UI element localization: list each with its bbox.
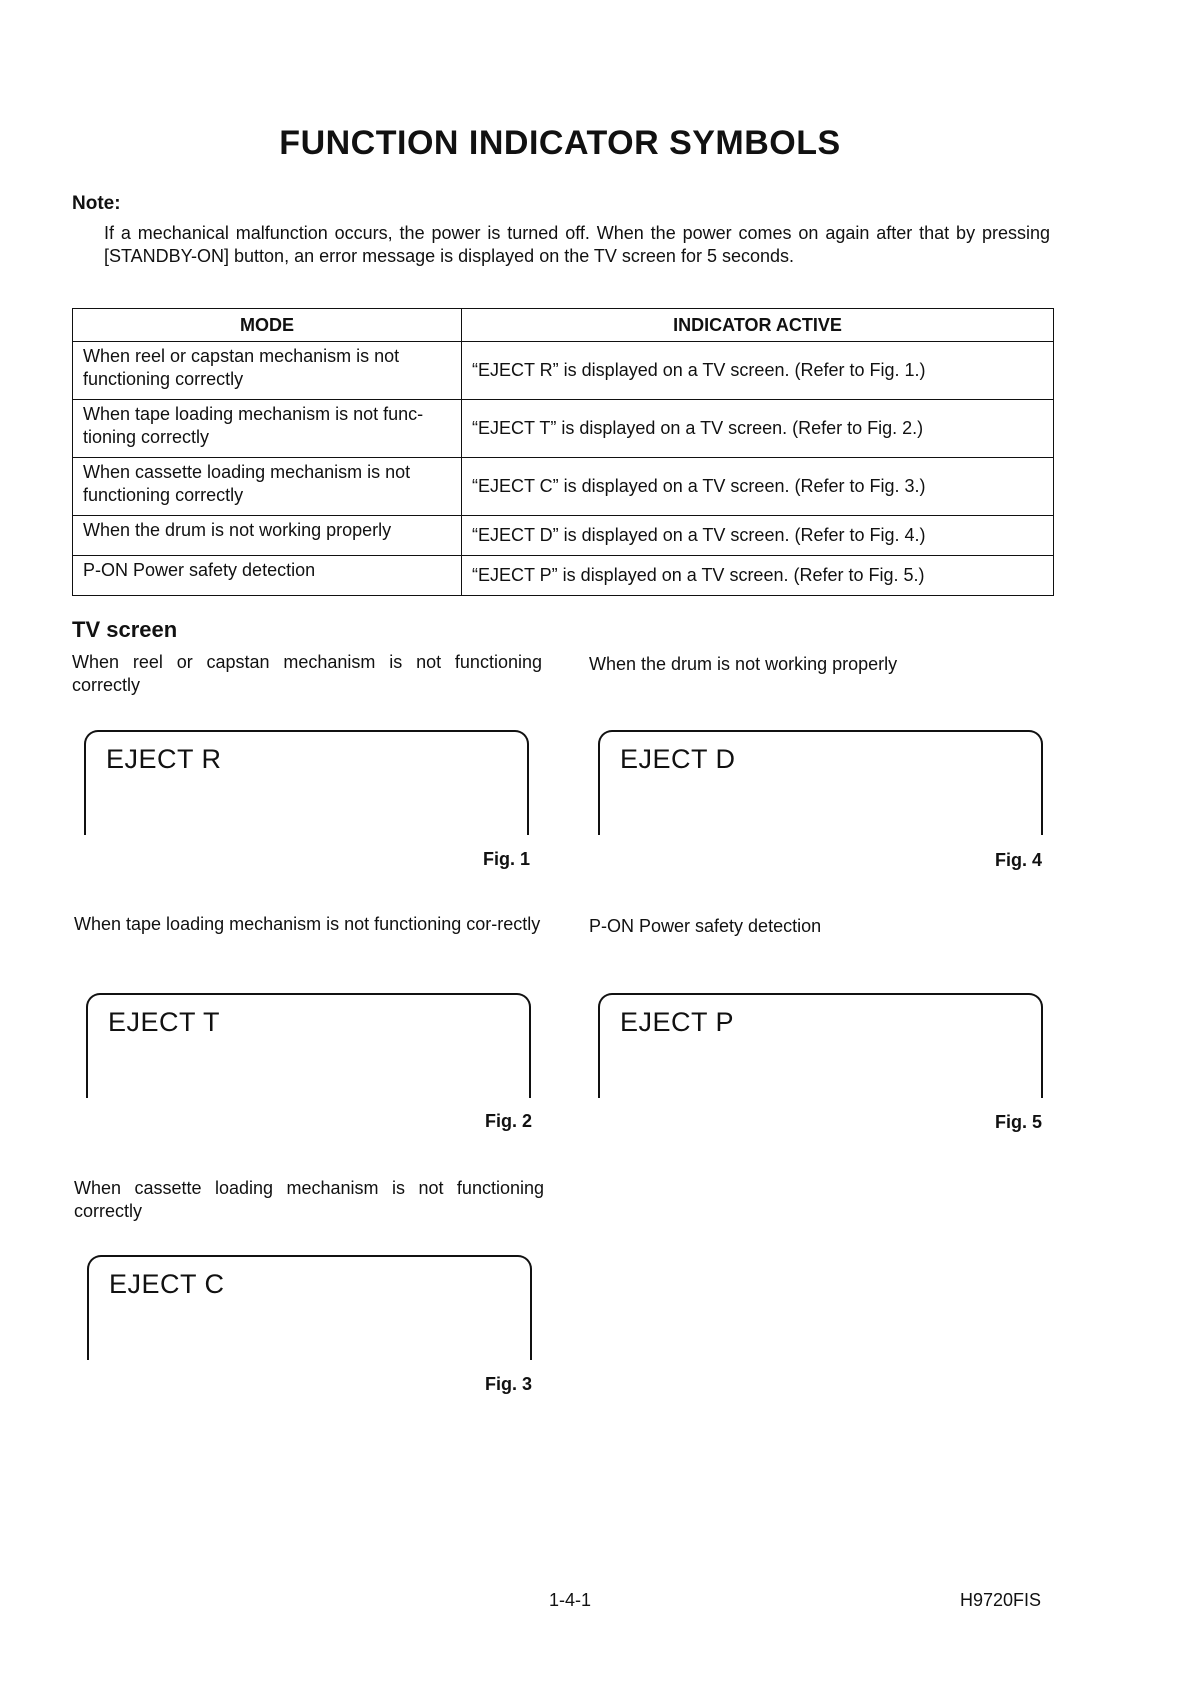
- mode-cell: P-ON Power safety detection: [73, 556, 462, 596]
- tv-screen-figure-2: [86, 993, 531, 1098]
- tv-screen-text: EJECT C: [109, 1269, 225, 1299]
- tv-screen-text: EJECT R: [106, 744, 222, 774]
- figure-3-caption: When cassette loading mechanism is not functioning correctly: [74, 1178, 544, 1221]
- document-code: H9720FIS: [960, 1590, 1042, 1610]
- tv-screen-figure-1: [84, 730, 529, 835]
- column-header-mode: MODE: [73, 309, 462, 342]
- note-text: If a mechanical malfunction occurs, the power is turned off. When the power comes on again after that by pressing [STANDBY-ON] button, an error message is displayed on the TV screen for 5 seconds.: [104, 223, 1050, 266]
- table-row: [73, 556, 1054, 596]
- figure-1-caption: When reel or capstan mechanism is not functioning correctly: [72, 652, 542, 695]
- indicator-cell: “EJECT P” is displayed on a TV screen. (Refer to Fig. 5.): [462, 556, 1054, 596]
- figure-4-caption: When the drum is not working properly: [589, 654, 898, 674]
- tv-screen-text: EJECT T: [108, 1007, 221, 1037]
- mode-cell: When tape loading mechanism is not func-tioning correctly: [73, 400, 462, 458]
- mode-cell: When cassette loading mechanism is not functioning correctly: [73, 458, 462, 516]
- note-label: Note:: [72, 193, 121, 214]
- tv-screen-text: EJECT P: [620, 1007, 735, 1037]
- figure-3-label: Fig. 3: [484, 1374, 532, 1394]
- figure-4-label: Fig. 4: [994, 850, 1042, 870]
- tv-screen-figure-4: [598, 730, 1043, 835]
- tv-screen-text: EJECT D: [620, 744, 736, 774]
- function-indicator-table: [72, 308, 1054, 596]
- table-row: [73, 342, 1054, 400]
- column-header-indicator: INDICATOR ACTIVE: [462, 309, 1054, 342]
- mode-cell: When reel or capstan mechanism is not functioning correctly: [73, 342, 462, 400]
- indicator-cell: “EJECT D” is displayed on a TV screen. (Refer to Fig. 4.): [462, 516, 1054, 556]
- tv-screen-figure-5: [598, 993, 1043, 1098]
- page-number: 1-4-1: [548, 1590, 592, 1610]
- figure-2-caption: When tape loading mechanism is not functioning cor-rectly: [74, 914, 541, 934]
- page-title: FUNCTION INDICATOR SYMBOLS: [279, 124, 841, 162]
- figure-5-label: Fig. 5: [994, 1112, 1042, 1132]
- table-row: [73, 458, 1054, 516]
- table-row: [73, 516, 1054, 556]
- tv-screen-figure-3: [87, 1255, 532, 1360]
- figure-5-caption: P-ON Power safety detection: [589, 916, 822, 936]
- tv-screen-heading: TV screen: [72, 617, 178, 642]
- table-header-row: [73, 309, 1054, 342]
- figure-1-label: Fig. 1: [482, 849, 530, 869]
- table-row: [73, 400, 1054, 458]
- indicator-cell: “EJECT R” is displayed on a TV screen. (Refer to Fig. 1.): [462, 342, 1054, 400]
- mode-cell: When the drum is not working properly: [73, 516, 462, 556]
- indicator-cell: “EJECT T” is displayed on a TV screen. (Refer to Fig. 2.): [462, 400, 1054, 458]
- indicator-cell: “EJECT C” is displayed on a TV screen. (Refer to Fig. 3.): [462, 458, 1054, 516]
- figure-2-label: Fig. 2: [484, 1111, 532, 1131]
